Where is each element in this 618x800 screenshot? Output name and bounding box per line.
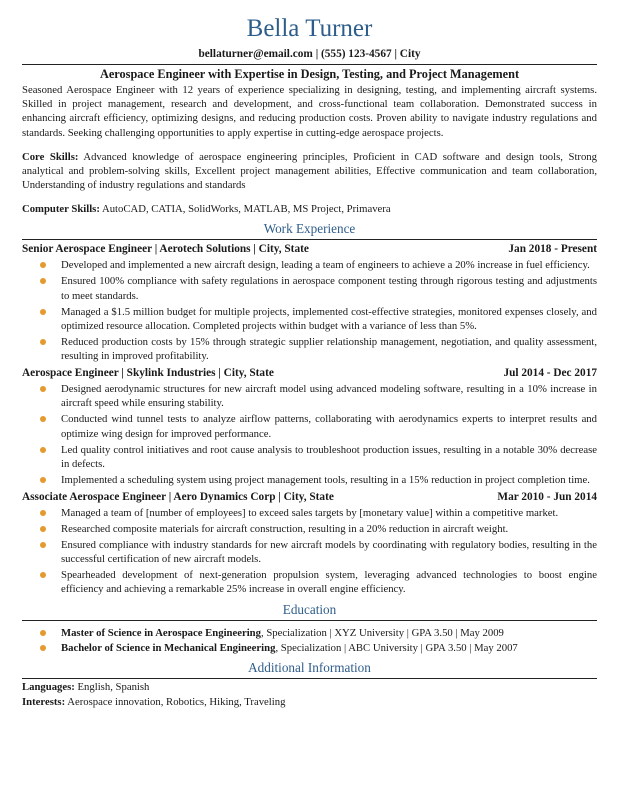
contact-email[interactable]: bellaturner@email.com <box>198 48 313 60</box>
computer-skills <box>22 202 597 216</box>
professional-headline: Aerospace Engineer with Expertise in Design, Testing, and Project Management <box>99 67 520 81</box>
bullet-dot-icon <box>40 542 46 548</box>
education-item <box>22 626 597 640</box>
job-title: Aerospace Engineer | Skylink Industries | City, State <box>22 367 274 380</box>
bullet-dot-icon <box>40 416 46 422</box>
job-bullet: Conducted wind tunnel tests to analyze airflow patterns, collaborating with aerodynamics experts to interpret results and optimize wing design for improved performance. <box>22 412 597 440</box>
section-divider <box>22 678 597 679</box>
job-bullets <box>22 382 597 487</box>
core-skills <box>22 150 597 193</box>
computer-skills-label: Computer Skills: <box>22 203 100 216</box>
bullet-dot-icon <box>40 572 46 578</box>
contact-separator: | <box>394 48 397 60</box>
job-heading <box>22 490 597 504</box>
contact-location: City <box>399 48 421 60</box>
bullet-dot-icon <box>40 278 46 284</box>
education-item <box>22 641 597 655</box>
education-title: Education <box>282 601 337 617</box>
bullet-dot-icon <box>40 339 46 345</box>
bullet-dot-icon <box>40 477 46 483</box>
degree-details: , Specialization | XYZ University | GPA 3.50 | May 2009 <box>260 626 504 639</box>
education-list <box>22 626 597 655</box>
section-divider <box>22 620 597 621</box>
job-dates: Jan 2018 - Present <box>508 243 597 256</box>
work-experience-title: Work Experience <box>263 221 356 237</box>
bullet-dot-icon <box>40 262 46 268</box>
section-divider <box>22 239 597 240</box>
job-bullet: Ensured compliance with industry standards for new aircraft models by coordinating with regulatory bodies, resulting in the successful certification of new aircraft models. <box>22 538 597 566</box>
interests-label: Interests: <box>22 696 66 709</box>
job-dates: Jul 2014 - Dec 2017 <box>503 367 597 380</box>
job-dates: Mar 2010 - Jun 2014 <box>497 491 597 504</box>
job-bullet: Reduced production costs by 15% through strategic supplier relationship management, negotiation, and quality assessment, resulting in improved profitability. <box>22 335 597 363</box>
job-bullet: Implemented a scheduling system using project management tools, resulting in a 15% reduction in project completion time. <box>22 473 597 487</box>
resume-page <box>22 0 597 710</box>
bullet-dot-icon <box>40 386 46 392</box>
job-bullet: Managed a $1.5 million budget for multiple projects, implemented cost-effective strategies, monitored expenses closely, and optimized resource allocation. Completed projects within budget with a variance of less than 5%. <box>22 305 597 333</box>
contact-separator: | <box>315 48 319 60</box>
interests-value: Aerospace innovation, Robotics, Hiking, Traveling <box>67 696 286 709</box>
bullet-dot-icon <box>40 526 46 532</box>
contact-line <box>22 47 597 61</box>
job-bullets <box>22 258 597 363</box>
job-title: Senior Aerospace Engineer | Aerotech Solutions | City, State <box>22 243 309 256</box>
summary-paragraph: Seasoned Aerospace Engineer with 12 years of experience specializing in designing, testing, and implementing aircraft systems. Skilled in project management, research and development, and cross-functional team collaboration. Demonstrated success in enhancing aircraft efficiency, optimizing designs, and reducing production costs. Proven ability to navigate industry regulations and standards. Seeking challenging opportunities to apply expertise in cutting-edge aerospace projects. <box>22 84 597 139</box>
languages-label: Languages: <box>22 681 75 694</box>
languages-line <box>22 680 597 695</box>
core-skills-text: Advanced knowledge of aerospace engineering principles, Proficient in CAD software and design tools, Strong analytical and problem-solving skills, Excellent project management abilities, Effective communication and team collaboration, Understanding of industry regulations and standards <box>22 150 597 192</box>
contact-phone[interactable]: (555) 123-4567 <box>321 48 392 60</box>
candidate-name: Bella Turner <box>246 15 373 42</box>
computer-skills-text: AutoCAD, CATIA, SolidWorks, MATLAB, MS Project, Primavera <box>102 203 391 216</box>
languages-value: English, Spanish <box>77 681 150 694</box>
bullet-dot-icon <box>40 645 46 651</box>
degree-details: , Specialization | ABC University | GPA 3.50 | May 2007 <box>275 641 518 654</box>
bullet-dot-icon <box>40 447 46 453</box>
interests-line <box>22 695 597 710</box>
job-bullet: Researched composite materials for aircraft construction, resulting in a 20% reduction in aircraft weight. <box>22 522 597 536</box>
job-bullet: Managed a team of [number of employees] to exceed sales targets by [monetary value] within a competitive market. <box>22 506 597 520</box>
job-bullets <box>22 506 597 597</box>
job-title: Associate Aerospace Engineer | Aero Dynamics Corp | City, State <box>22 491 334 504</box>
degree-name: Master of Science in Aerospace Engineering <box>61 626 261 639</box>
job-bullet: Designed aerodynamic structures for new aircraft model using advanced modeling software, resulting in a 10% increase in aircraft speed while ensuring stability. <box>22 382 597 410</box>
job-bullet: Ensured 100% compliance with safety regulations in aerospace component testing through rigorous testing and adjustments to meet standards. <box>22 274 597 302</box>
job-heading <box>22 366 597 380</box>
degree-name: Bachelor of Science in Mechanical Engineering <box>61 641 276 654</box>
bullet-dot-icon <box>40 309 46 315</box>
header-divider <box>22 64 597 65</box>
bullet-dot-icon <box>40 630 46 636</box>
job-bullet: Developed and implemented a new aircraft design, leading a team of engineers to achieve a 20% increase in fuel efficiency. <box>22 258 597 272</box>
job-heading <box>22 242 597 256</box>
additional-info-title: Additional Information <box>248 660 371 676</box>
job-bullet: Led quality control initiatives and root cause analysis to troubleshoot production issues, resulting in a notable 30% decrease in defects. <box>22 443 597 471</box>
core-skills-label: Core Skills: <box>22 150 79 163</box>
job-bullet: Spearheaded development of next-generation propulsion system, leveraging advanced technologies to boost engine efficiency and achieving a remarkable 25% increase in overall engine efficiency. <box>22 568 597 596</box>
bullet-dot-icon <box>40 510 46 516</box>
